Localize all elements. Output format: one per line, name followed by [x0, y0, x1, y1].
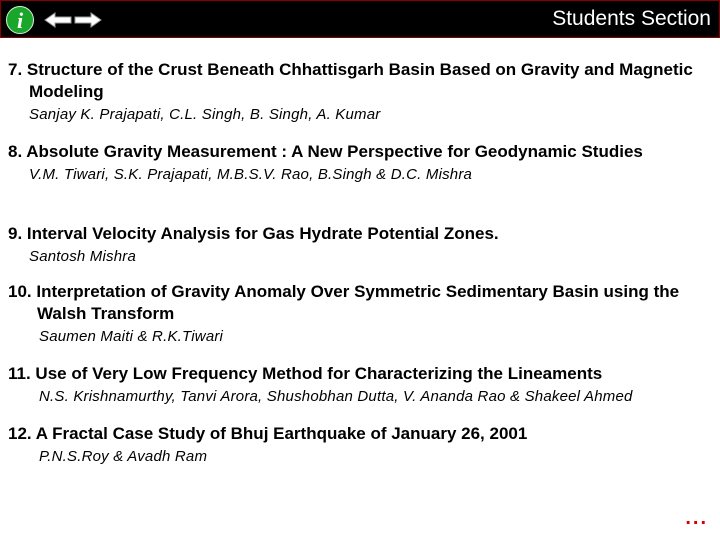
paper-authors: Sanjay K. Prajapati, C.L. Singh, B. Singh, A. Kumar — [29, 106, 381, 123]
paper-title: 12. A Fractal Case Study of Bhuj Earthquake of January 26, 2001 — [8, 424, 528, 443]
paper-entry-7 — [8, 59, 713, 125]
paper-authors: Santosh Mishra — [29, 248, 137, 265]
info-icon-glyph: i — [16, 8, 24, 33]
more-link[interactable]: ... — [685, 507, 708, 529]
paper-authors: V.M. Tiwari, S.K. Prajapati, M.B.S.V. Rao, B.Singh & D.C. Mishra — [29, 166, 473, 183]
paper-title: 10. Interpretation of Gravity Anomaly Over Symmetric Sedimentary Basin using the Walsh Transform — [8, 282, 680, 323]
paper-entry-10 — [8, 281, 713, 347]
paper-title: 11. Use of Very Low Frequency Method for Characterizing the Lineaments — [8, 364, 603, 383]
paper-entry-12 — [8, 423, 713, 467]
paper-authors: Saumen Maiti & R.K.Tiwari — [39, 328, 224, 345]
paper-title: 8. Absolute Gravity Measurement : A New Perspective for Geodynamic Studies — [8, 142, 643, 161]
paper-authors: P.N.S.Roy & Avadh Ram — [39, 448, 208, 465]
header-bar — [0, 0, 720, 38]
paper-entry-11 — [8, 363, 713, 407]
paper-entry-8 — [8, 141, 713, 185]
paper-entry-9 — [8, 223, 713, 267]
paper-authors: N.S. Krishnamurthy, Tanvi Arora, Shushobhan Dutta, V. Ananda Rao & Shakeel Ahmed — [39, 388, 633, 405]
paper-title: 7. Structure of the Crust Beneath Chhattisgarh Basin Based on Gravity and Magnetic Modeling — [8, 60, 693, 101]
section-title: Students Section — [552, 7, 711, 30]
info-icon[interactable] — [6, 6, 34, 34]
back-forward-arrows-icon[interactable] — [43, 10, 103, 30]
paper-title: 9. Interval Velocity Analysis for Gas Hydrate Potential Zones. — [8, 224, 499, 243]
